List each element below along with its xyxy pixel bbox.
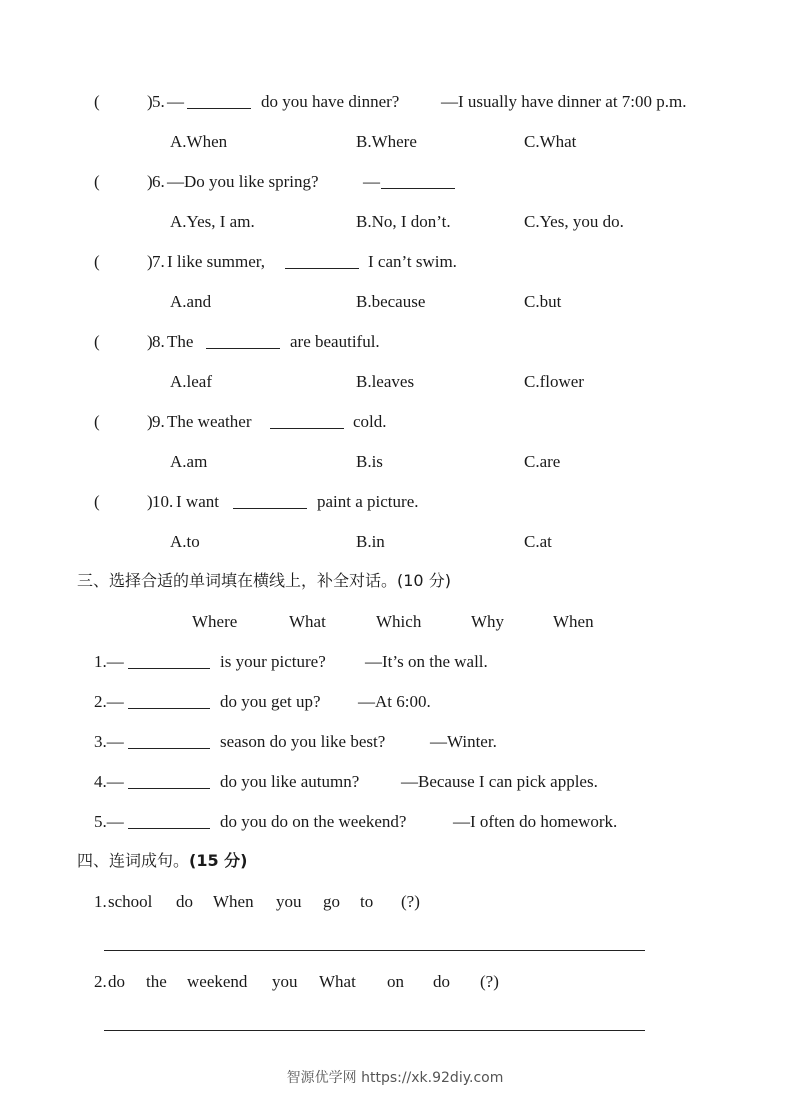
option-c: C.What (524, 132, 577, 151)
answer-paren-close: ) (147, 92, 153, 111)
scrambled-word: weekend (187, 972, 248, 991)
answer-blank[interactable] (128, 732, 210, 749)
item-number: 1.— (94, 652, 124, 671)
question-number: 10. (152, 492, 174, 511)
question-text-end: I can’t swim. (368, 252, 457, 271)
question-text-end: paint a picture. (317, 492, 419, 511)
question-text-end: are beautiful. (290, 332, 380, 351)
answer-paren-open: ( (94, 252, 100, 271)
answer-blank[interactable] (233, 492, 307, 509)
option-a: A.and (170, 292, 212, 311)
answer-paren-open: ( (94, 332, 100, 351)
option-c: C.flower (524, 372, 584, 391)
word-bank-item: Which (376, 612, 422, 631)
item-number: 1. (94, 892, 107, 911)
item-number: 3.— (94, 732, 124, 751)
reply-text: —Winter. (430, 732, 497, 751)
answer-paren-open: ( (94, 412, 100, 431)
item-number: 4.— (94, 772, 124, 791)
question-text: season do you like best? (220, 732, 386, 751)
question-text: do you like autumn? (220, 772, 360, 791)
answer-blank[interactable] (206, 332, 280, 349)
option-b: B.No, I don’t. (356, 212, 451, 231)
scrambled-word: When (213, 892, 254, 911)
answer-paren-close: ) (147, 252, 153, 271)
reply-text: —At 6:00. (358, 692, 431, 711)
word-bank-item: Where (192, 612, 238, 631)
footer-watermark: 智源优学网 https://xk.92diy.com (286, 1070, 504, 1086)
question-number: 9. (152, 412, 165, 431)
answer-blank[interactable] (381, 172, 455, 189)
option-b: B.in (356, 532, 385, 551)
scrambled-word: school (108, 892, 153, 911)
section-4-score: (15 分) (189, 851, 248, 870)
section-4-title-text: 四、连词成句。 (77, 851, 190, 870)
question-number: 7. (152, 252, 165, 271)
question-text: I like summer, (167, 252, 265, 271)
question-text: do you have dinner? (261, 92, 400, 111)
scrambled-word: you (276, 892, 302, 911)
answer-blank[interactable] (128, 812, 210, 829)
scrambled-word: (?) (401, 892, 420, 911)
option-a: A.am (170, 452, 208, 471)
question-text: do you get up? (220, 692, 321, 711)
answer-paren-close: ) (147, 172, 153, 191)
answer-paren-close: ) (147, 412, 153, 431)
reply-dash: — (363, 172, 380, 191)
option-c: C.Yes, you do. (524, 212, 624, 231)
option-b: B.is (356, 452, 383, 471)
scrambled-word: you (272, 972, 298, 991)
word-bank-item: What (289, 612, 326, 631)
reply-text: —I often do homework. (453, 812, 618, 831)
reply-text: —Because I can pick apples. (401, 772, 598, 791)
option-c: C.are (524, 452, 561, 471)
answer-blank[interactable] (128, 692, 210, 709)
option-b: B.leaves (356, 372, 415, 391)
option-b: B.because (356, 292, 426, 311)
question-text: I want (176, 492, 219, 511)
question-text: The (167, 332, 194, 351)
word-bank-item: When (553, 612, 594, 631)
dash: — (167, 92, 184, 111)
question-text: is your picture? (220, 652, 326, 671)
section-3-title: 三、选择合适的单词填在横线上，补全对话。(10 分) (77, 571, 451, 590)
answer-paren-close: ) (147, 492, 153, 511)
option-a: A.Yes, I am. (170, 212, 255, 231)
answer-blank[interactable] (128, 652, 210, 669)
scrambled-word: do (108, 972, 125, 991)
scrambled-word: to (360, 892, 374, 911)
answer-blank[interactable] (270, 412, 344, 429)
option-c: C.but (524, 292, 562, 311)
item-number: 2. (94, 972, 107, 991)
answer-line[interactable] (104, 1030, 645, 1031)
question-text: —Do you like spring? (167, 172, 319, 191)
section-4-title (77, 850, 247, 872)
answer-blank[interactable] (187, 92, 251, 109)
question-text-end: cold. (353, 412, 387, 431)
word-bank-item: Why (471, 612, 505, 631)
scrambled-word: on (387, 972, 404, 991)
answer-blank[interactable] (128, 772, 210, 789)
option-b: B.Where (356, 132, 417, 151)
scrambled-word: do (176, 892, 193, 911)
scrambled-word: do (433, 972, 450, 991)
answer-paren-close: ) (147, 332, 153, 351)
option-a: A.leaf (170, 372, 213, 391)
item-number: 5.— (94, 812, 124, 831)
question-text: The weather (167, 412, 252, 431)
question-number: 8. (152, 332, 165, 351)
option-a: A.When (170, 132, 228, 151)
scrambled-word: (?) (480, 972, 499, 991)
item-number: 2.— (94, 692, 124, 711)
question-number: 5. (152, 92, 165, 111)
scrambled-word: What (319, 972, 356, 991)
answer-line[interactable] (104, 950, 645, 951)
answer-paren-open: ( (94, 492, 100, 511)
answer-blank[interactable] (285, 252, 359, 269)
reply-text: —I usually have dinner at 7:00 p.m. (441, 92, 687, 111)
answer-paren-open: ( (94, 172, 100, 191)
option-c: C.at (524, 532, 552, 551)
question-text: do you do on the weekend? (220, 812, 407, 831)
answer-paren-open: ( (94, 92, 100, 111)
scrambled-word: the (146, 972, 167, 991)
question-number: 6. (152, 172, 165, 191)
reply-text: —It’s on the wall. (365, 652, 488, 671)
scrambled-word: go (323, 892, 340, 911)
option-a: A.to (170, 532, 200, 551)
